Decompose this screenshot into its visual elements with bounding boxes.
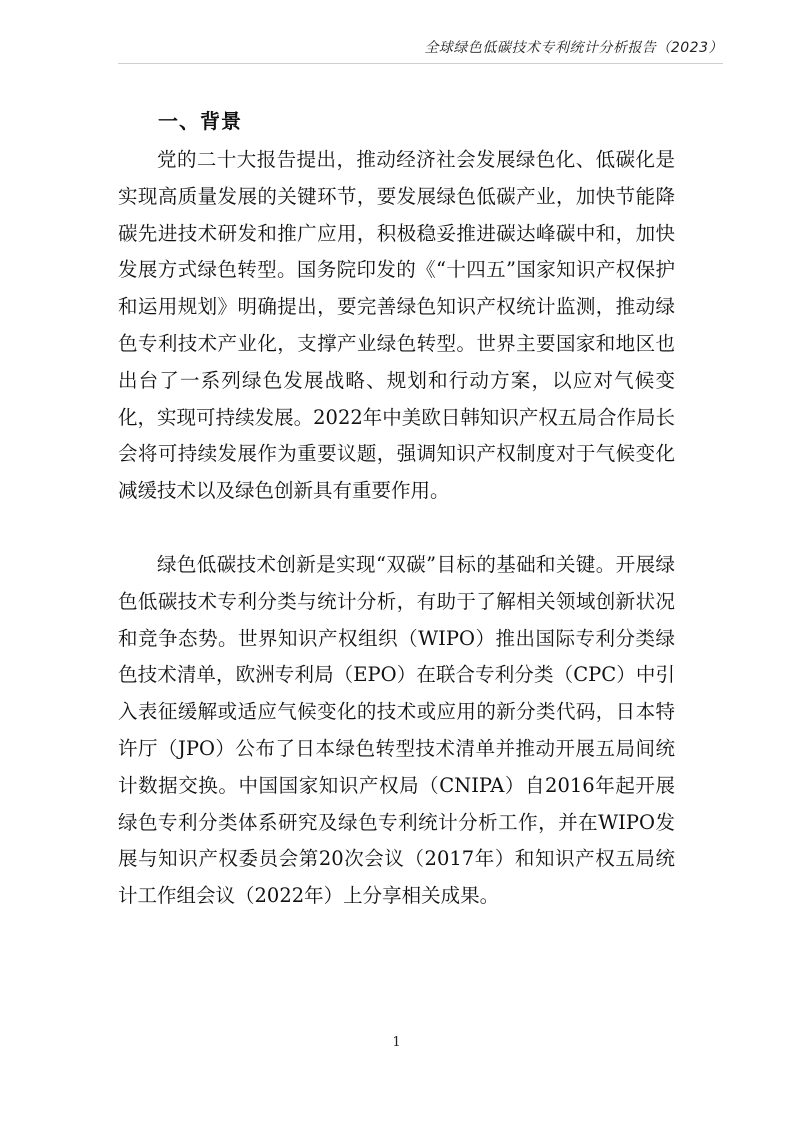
- header-divider: [118, 63, 723, 64]
- body-paragraph-2: 绿色低碳技术创新是实现“双碳”目标的基础和关键。开展绿色低碳技术专利分类与统计分析，有助于了解相关领域创新状况和竞争态势。世界知识产权组织（WIPO）推出国际专利分类绿色技术清单，欧洲专利局（EPO）在联合专利分类（CPC）中引入表征缓解或适应气候变化的技术或应用的新分类代码，日本特许厅（JPO）公布了日本绿色转型技术清单并推动开展五局间统计数据交换。中国国家知识产权局（CNIPA）自2016年起开展绿色专利分类体系研究及绿色专利统计分析工作，并在WIPO发展与知识产权委员会第20次会议（2017年）和知识产权五局统计工作组会议（2022年）上分享相关成果。: [118, 553, 675, 908]
- body-paragraph-1: 党的二十大报告提出，推动经济社会发展绿色化、低碳化是实现高质量发展的关键环节，要发展绿色低碳产业，加快节能降碳先进技术研发和推广应用，积极稳妥推进碳达峰碳中和，加快发展方式绿色转型。国务院印发的《“十四五”国家知识产权保护和运用规划》明确提出，要完善绿色知识产权统计监测，推动绿色专利技术产业化，支撑产业绿色转型。世界主要国家和地区也出台了一系列绿色发展战略、规划和行动方案，以应对气候变化，实现可持续发展。2022年中美欧日韩知识产权五局合作局长会将可持续发展作为重要议题，强调知识产权制度对于气候变化减缓技术以及绿色创新具有重要作用。: [118, 148, 675, 503]
- page-number: 1: [392, 1035, 401, 1050]
- section-heading: 一、背景: [158, 109, 242, 133]
- running-header-title: 全球绿色低碳技术专利统计分析报告（2023）: [424, 40, 723, 56]
